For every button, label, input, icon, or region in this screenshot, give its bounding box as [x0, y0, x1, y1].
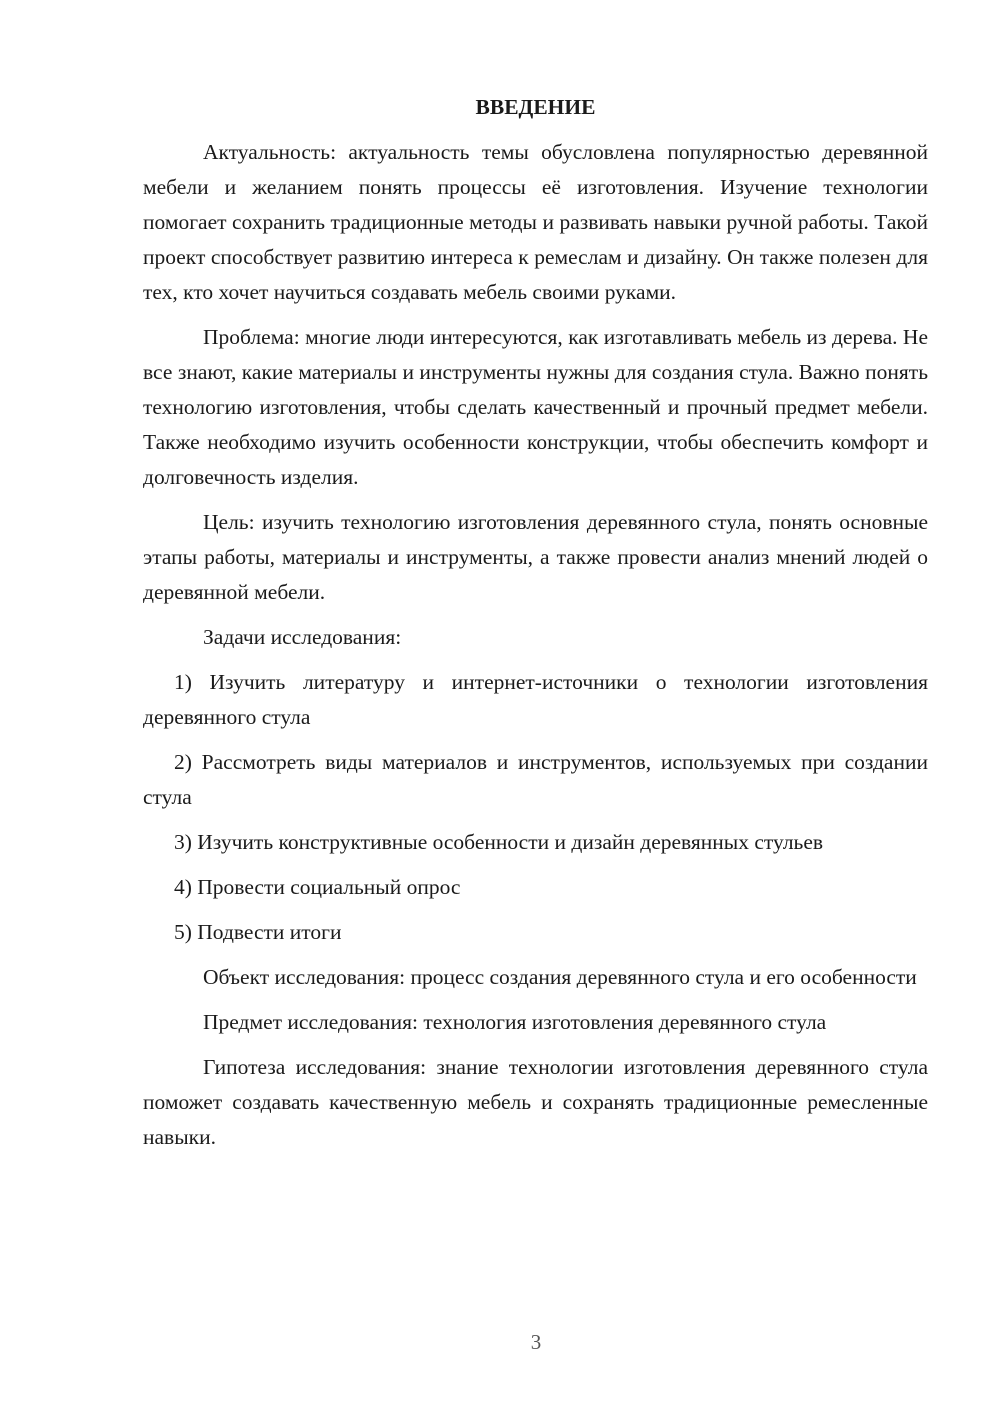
relevance-paragraph: Актуальность: актуальность темы обусловлена популярностью деревянной мебели и желанием понять процессы её изготовления. Изучение технологии помогает сохранить традиционные методы и развивать навыки ручной работы. Такой проект способствует развитию интереса к ремеслам и дизайну. Он также полезен для тех, кто хочет научиться создавать мебель своими руками.: [143, 140, 928, 304]
subject-paragraph: Предмет исследования: технология изготовления деревянного стула: [203, 1010, 827, 1034]
task-item: 4) Провести социальный опрос: [174, 875, 461, 899]
hypothesis-paragraph: Гипотеза исследования: знание технологии изготовления деревянного стула поможет создавать качественную мебель и сохранять традиционные ремесленные навыки.: [143, 1055, 928, 1149]
section-heading: ВВЕДЕНИЕ: [475, 95, 596, 119]
task-item: 5) Подвести итоги: [174, 920, 342, 944]
goal-paragraph: Цель: изучить технологию изготовления деревянного стула, понять основные этапы работы, материалы и инструменты, а также провести анализ мнений людей о деревянной мебели.: [143, 510, 928, 604]
document-page: [143, 90, 928, 1165]
tasks-list: [143, 665, 928, 950]
task-item: 3) Изучить конструктивные особенности и дизайн деревянных стульев: [174, 830, 824, 854]
task-item: 2) Рассмотреть виды материалов и инструментов, используемых при создании стула: [143, 750, 928, 809]
page-number: 3: [530, 1330, 542, 1354]
problem-paragraph: Проблема: многие люди интересуются, как изготавливать мебель из дерева. Не все знают, какие материалы и инструменты нужны для создания стула. Важно понять технологию изготовления, чтобы сделать качественный и прочный предмет мебели. Также необходимо изучить особенности конструкции, чтобы обеспечить комфорт и долговечность изделия.: [143, 325, 928, 489]
tasks-title: Задачи исследования:: [203, 625, 402, 649]
task-item: 1) Изучить литературу и интернет-источники о технологии изготовления деревянного стула: [143, 670, 928, 729]
object-paragraph: Объект исследования: процесс создания деревянного стула и его особенности: [203, 965, 917, 989]
